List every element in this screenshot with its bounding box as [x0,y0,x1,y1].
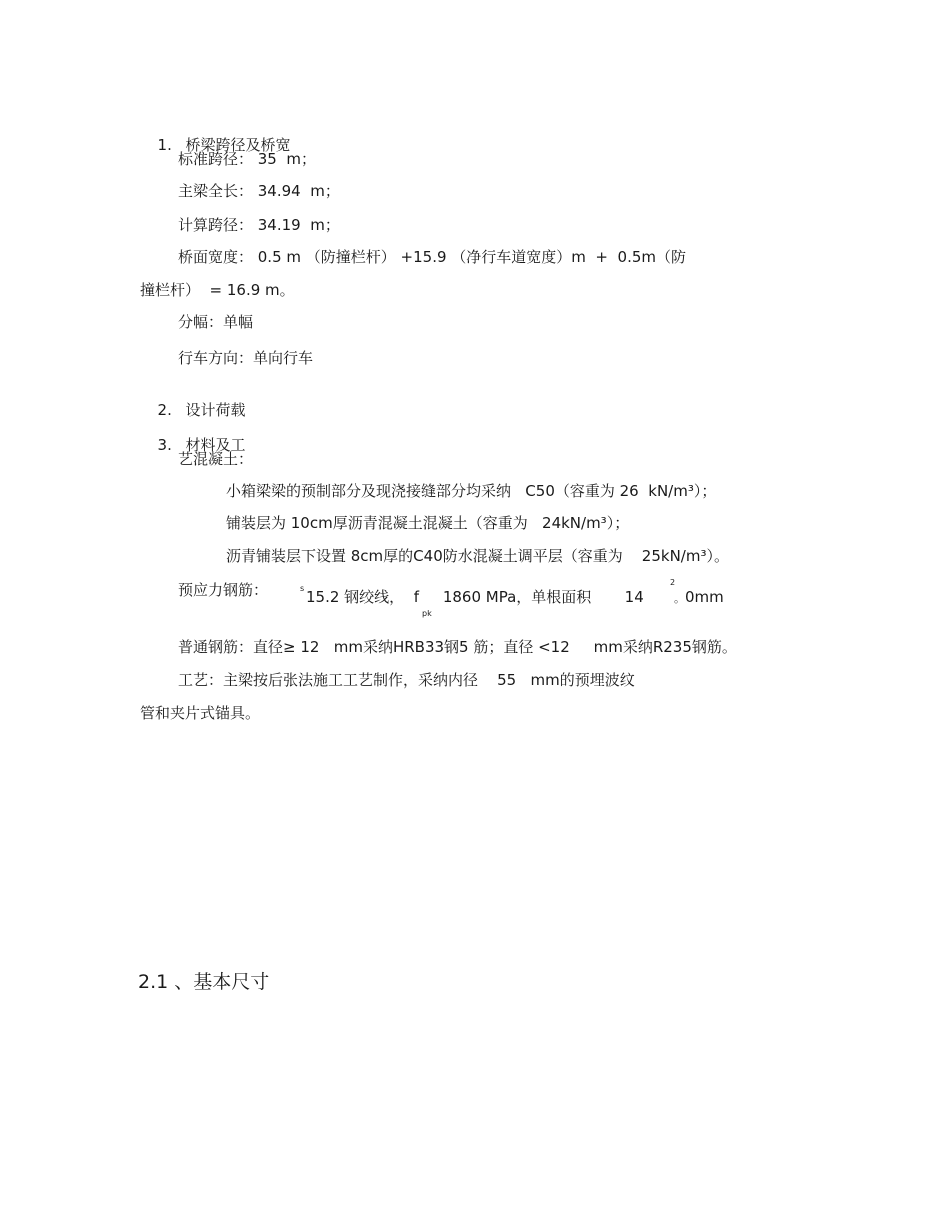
prestress-label: 预应力钢筋： [178,581,269,599]
prestress-area-superscript: 2 [670,578,676,587]
process-line-1: 工艺：主梁按后张法施工工艺制作，采纳内径 55 mm的预埋波纹 [178,671,635,689]
concrete-pavement: 铺装层为 10cm厚沥青混凝土混凝土（容重为 24kN/m³）； [226,514,630,532]
item-3-title: 材料及工 [185,436,246,454]
deck-width-line-2: 撞栏杆） = 16.9 m。 [140,281,295,299]
item-3 [148,418,246,454]
process-line-2: 管和夹片式锚具。 [140,704,261,722]
prestress-pk-subscript: pk [422,609,432,618]
prestress-spec: 15.2 钢绞线， f 1860 MPa，单根面积 14 [306,588,644,606]
standard-span: 标准跨径： 35 m； [178,150,317,168]
item-1-number: 1. [157,136,172,154]
prestress-area-dot: 。 [674,592,685,605]
ordinary-rebar: 普通钢筋：直径≥ 12 mm采纳HRB33钢5 筋；直径 <12 mm采纳R235钢筋。 [178,638,737,656]
prestress-area-unit [674,588,724,608]
concrete-girder: 小箱梁梁的预制部分及现浇接缝部分均采纳 C50（容重为 26 kN/m³）； [226,482,717,500]
concrete-title: 艺混凝土： [178,450,254,468]
item-2-number: 2. [157,401,172,419]
item-3-number: 3. [157,436,172,454]
item-2-title: 设计荷载 [185,401,246,419]
item-2 [148,383,246,419]
deck-width-line-1: 桥面宽度： 0.5 m （防撞栏杆） +15.9 （净行车道宽度）m + 0.5m（防 [178,248,686,266]
traffic-direction: 行车方向：单向行车 [178,349,314,367]
concrete-leveling: 沥青铺装层下设置 8cm厚的C40防水混凝土调平层（容重为 25kN/m³）。 [226,547,729,565]
item-1-title: 桥梁跨径及桥宽 [185,136,291,154]
main-beam-length: 主梁全长： 34.94 m； [178,182,340,200]
item-1 [148,118,291,154]
calculated-span: 计算跨径： 34.19 m； [178,216,340,234]
section-heading: 2.1 、基本尺寸 [138,971,270,993]
deck-split: 分幅：单幅 [178,313,254,331]
prestress-s-superscript: s [300,584,305,593]
prestress-area-mm: 0mm [685,588,724,606]
